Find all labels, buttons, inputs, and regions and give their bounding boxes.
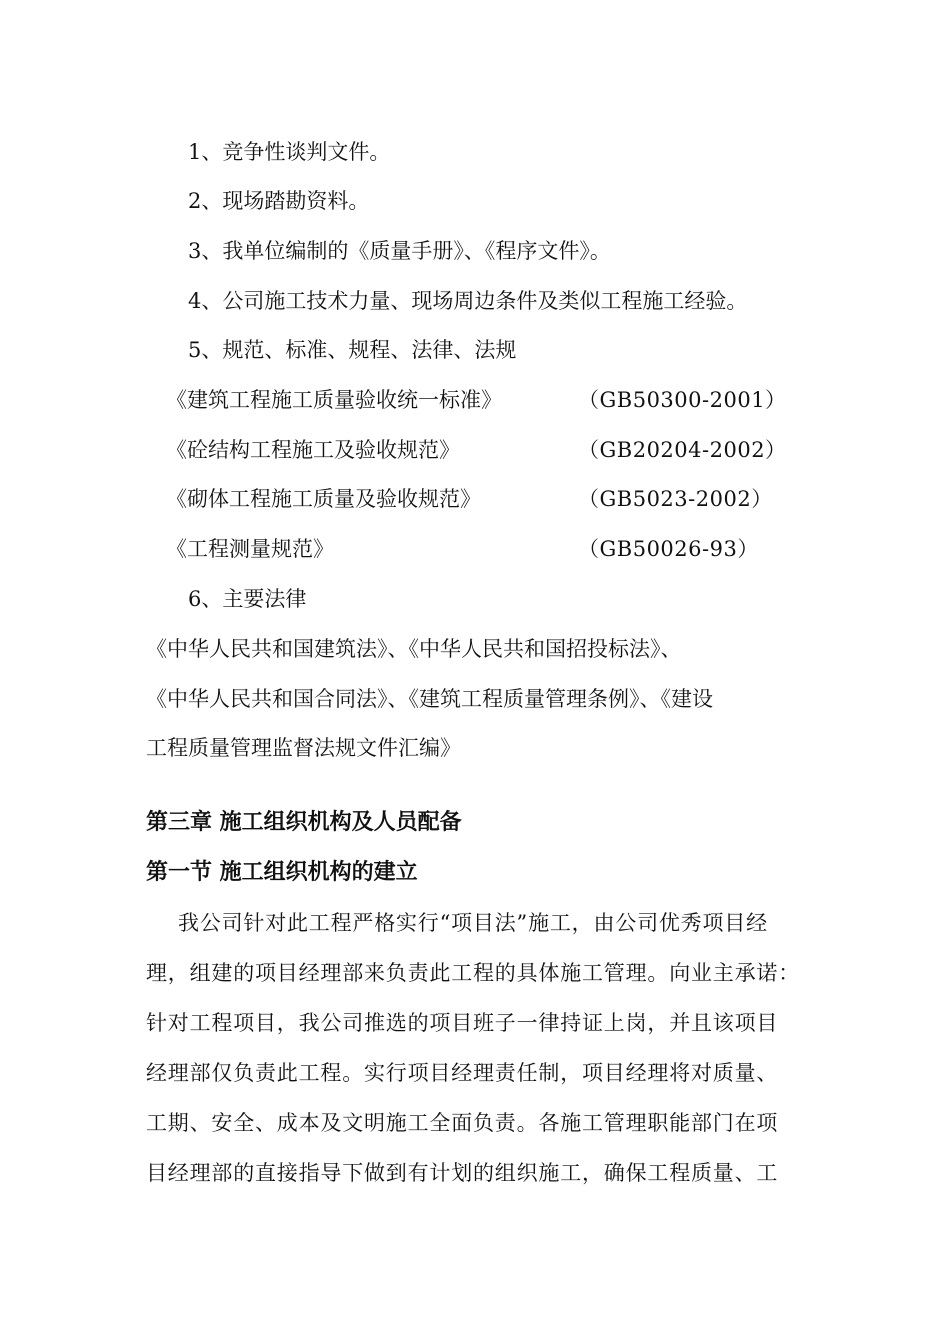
standard-code-1: （GB50300-2001） (578, 388, 787, 412)
basis-item-3: 3、我单位编制的《质量手册》、《程序文件》。 (188, 239, 611, 263)
paragraph-line-4: 经理部仅负责此工程。实行项目经理责任制，项目经理将对质量、 (146, 1061, 779, 1085)
paragraph-line-2: 理，组建的项目经理部来负责此工程的具体施工管理。向业主承诺： (146, 961, 800, 985)
standard-name-2: 《砼结构工程施工及验收规范》 (166, 438, 460, 462)
basis-item-5: 5、规范、标准、规程、法律、法规 (188, 338, 517, 362)
standard-name-4: 《工程测量规范》 (166, 537, 334, 561)
paragraph-line-3: 针对工程项目，我公司推选的项目班子一律持证上岗，并且该项目 (146, 1011, 779, 1035)
basis-item-2: 2、现场踏勘资料。 (188, 189, 370, 213)
paragraph-line-1: 我公司针对此工程严格实行“项目法”施工，由公司优秀项目经 (178, 911, 768, 935)
standard-name-1: 《建筑工程施工质量验收统一标准》 (166, 388, 502, 412)
standard-name-3: 《砌体工程施工质量及验收规范》 (166, 487, 481, 511)
chapter-title: 第三章 施工组织机构及人员配备 (146, 810, 462, 835)
laws-line-1: 《中华人民共和国建筑法》、《中华人民共和国招投标法》、 (146, 637, 682, 661)
laws-line-2: 《中华人民共和国合同法》、《建筑工程质量管理条例》、《建设 (146, 687, 713, 711)
basis-item-1: 1、竞争性谈判文件。 (188, 140, 391, 164)
standard-code-2: （GB20204-2002） (578, 438, 787, 462)
section-title: 第一节 施工组织机构的建立 (146, 860, 418, 885)
basis-item-4: 4、公司施工技术力量、现场周边条件及类似工程施工经验。 (188, 289, 748, 313)
standard-code-3: （GB5023-2002） (578, 487, 773, 511)
paragraph-line-6: 目经理部的直接指导下做到有计划的组织施工，确保工程质量、工 (146, 1161, 779, 1185)
laws-heading: 6、主要法律 (188, 587, 307, 611)
laws-line-3: 工程质量管理监督法规文件汇编》 (146, 736, 461, 760)
standard-code-4: （GB50026-93） (578, 537, 759, 561)
paragraph-line-5: 工期、安全、成本及文明施工全面负责。各施工管理职能部门在项 (146, 1111, 779, 1135)
